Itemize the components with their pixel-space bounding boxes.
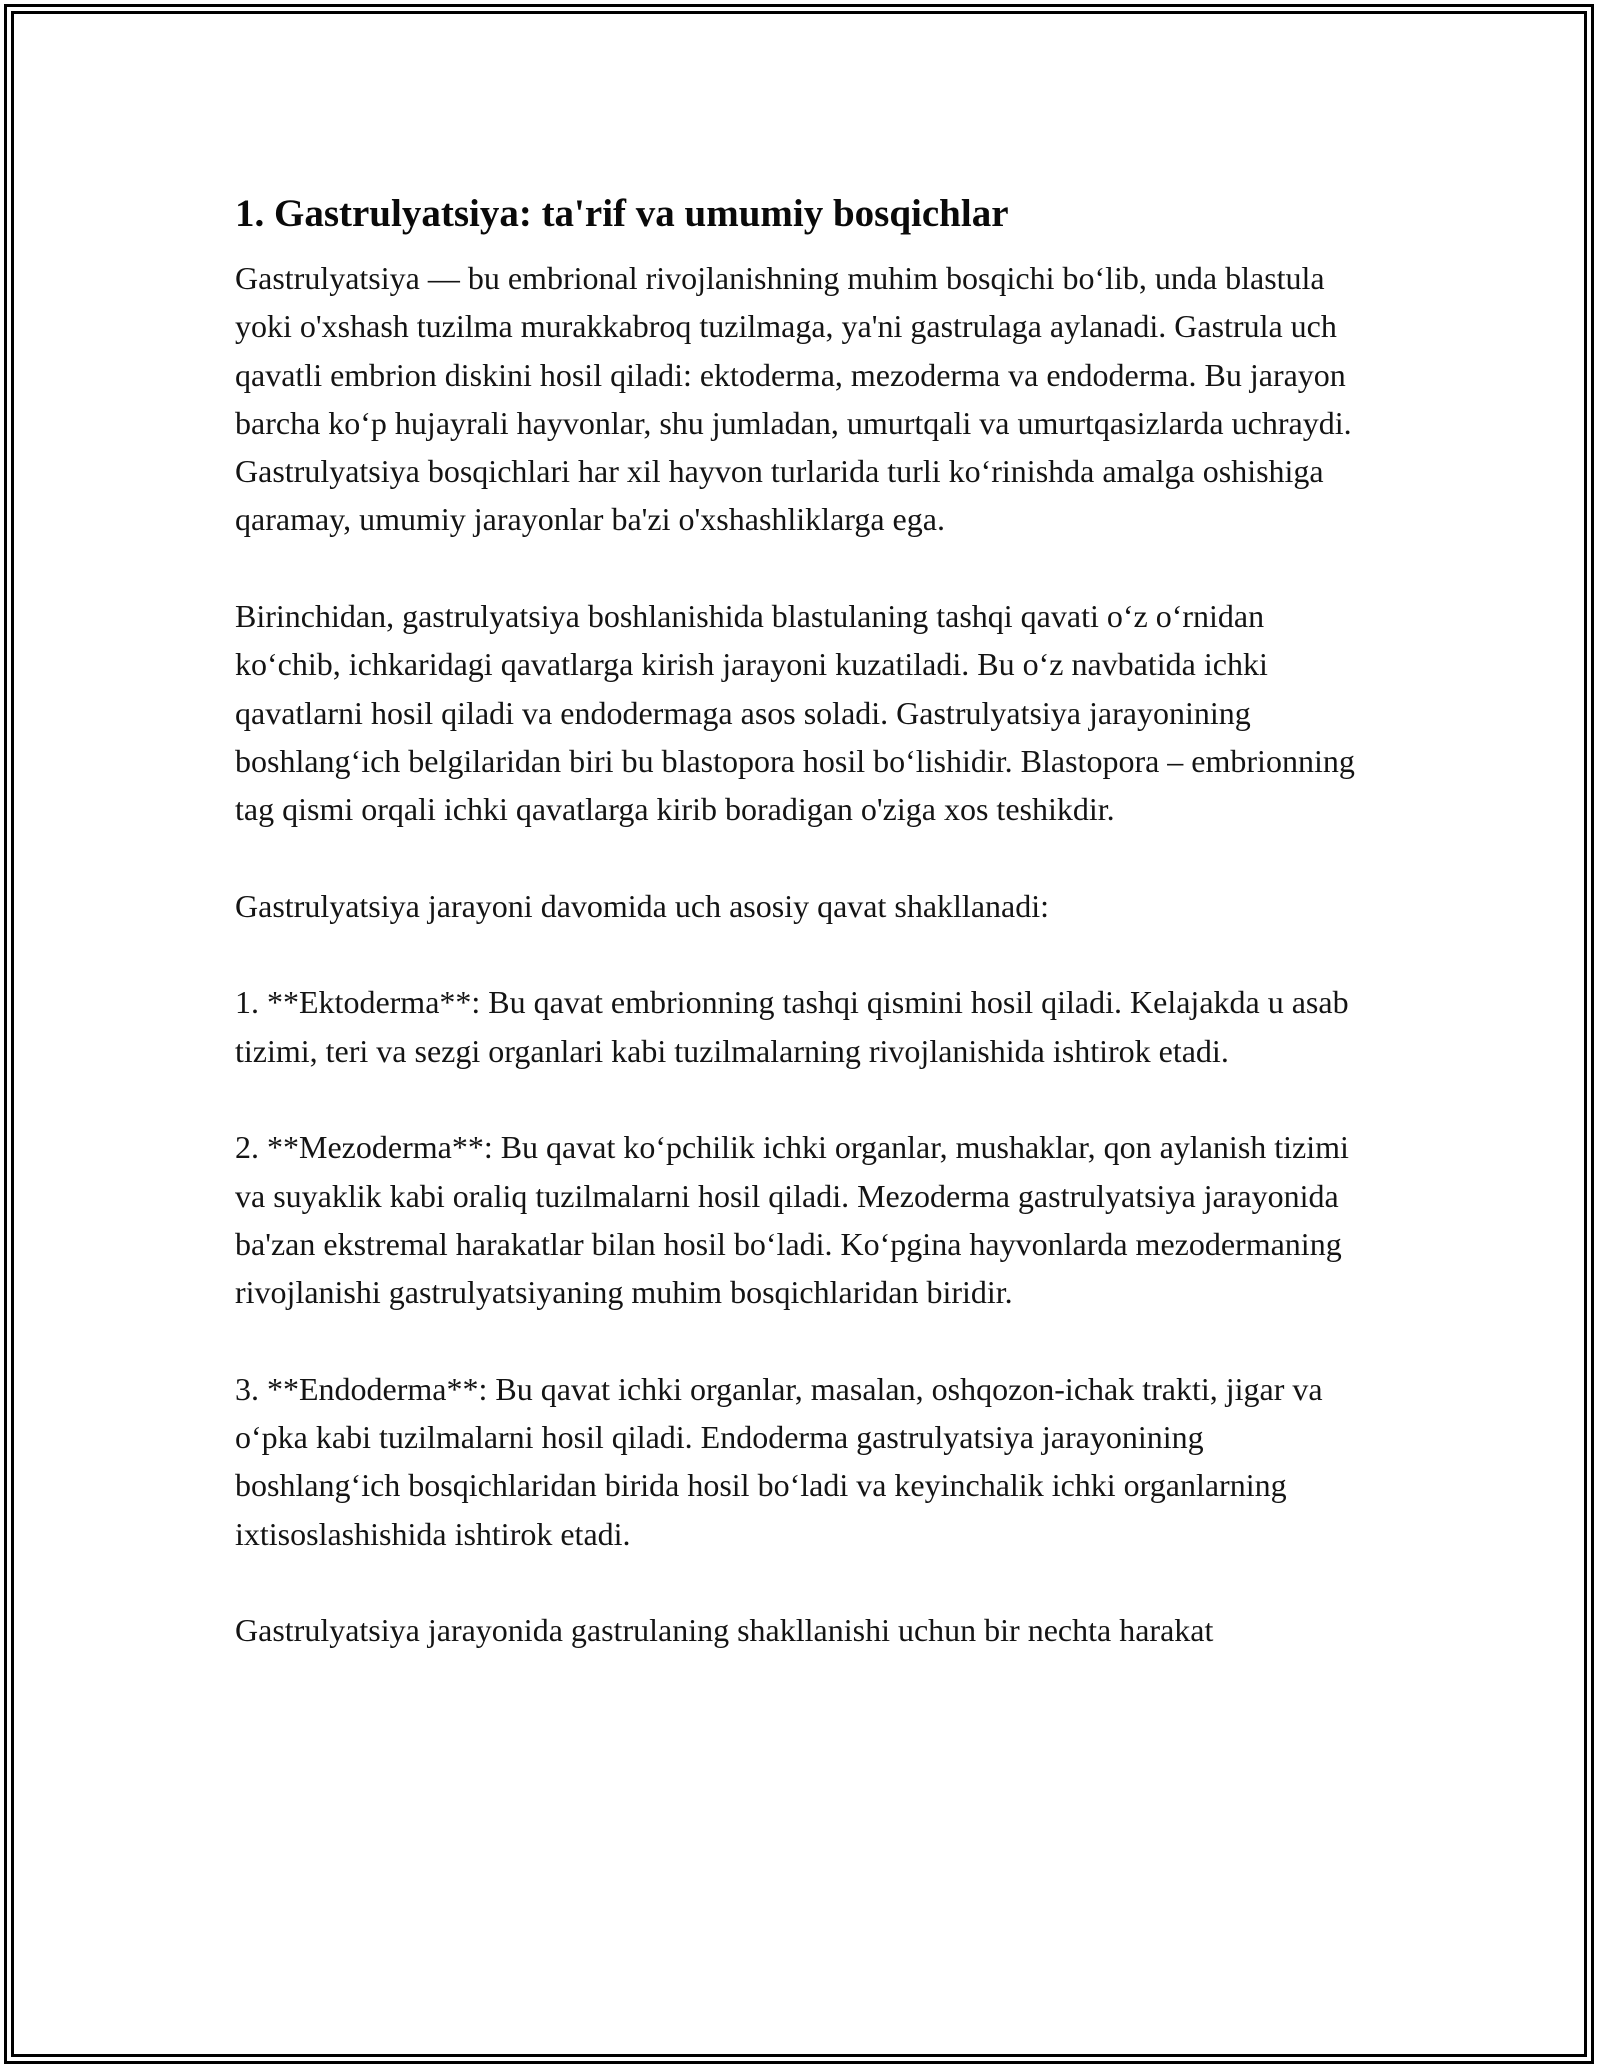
section-heading: 1. Gastrulyatsiya: ta'rif va umumiy bosqichlar xyxy=(235,192,1009,235)
list-item-mesoderm: 2. **Mezoderma**: Bu qavat ko‘pchilik ichki organlar, mushaklar, qon aylanish tizimi va suyaklik kabi oraliq tuzilmalarni hosil qiladi. Mezoderma gastrulyatsiya jarayonida ba'zan ekstremal harakatlar bilan hosil bo‘ladi. Ko‘pgina hayvonlarda mezodermaning rivojlanishi gastrulyatsiyaning muhim bosqichlaridan biridir. xyxy=(235,1129,1349,1311)
paragraph-continuation: Gastrulyatsiya jarayonida gastrulaning shakllanishi uchun bir nechta harakat xyxy=(235,1612,1214,1649)
paragraph-layers-intro: Gastrulyatsiya jarayoni davomida uch asosiy qavat shakllanadi: xyxy=(235,887,1049,924)
paragraph-first-stage: Birinchidan, gastrulyatsiya boshlanishida blastulaning tashqi qavati o‘z o‘rnidan ko‘chib, ichkaridagi qavatlarga kirish jarayoni kuzatiladi. Bu o‘z navbatida ichki qavatlarni hosil qiladi va endodermaga asos soladi. Gastrulyatsiya jarayonining boshlang‘ich belgilaridan biri bu blastopora hosil bo‘lishidir. Blastopora – embrionning tag qismi orqali ichki qavatlarga kirib boradigan o'ziga xos teshikdir. xyxy=(235,598,1355,828)
document-body xyxy=(235,186,1375,1655)
list-item-endoderm: 3. **Endoderma**: Bu qavat ichki organlar, masalan, oshqozon-ichak trakti, jigar va o‘pka kabi tuzilmalarni hosil qiladi. Endoderma gastrulyatsiya jarayonining boshlang‘ich bosqichlaridan birida hosil bo‘ladi va keyinchalik ichki organlarning ixtisoslashishida ishtirok etadi. xyxy=(235,1370,1323,1552)
list-item-ectoderm: 1. **Ektoderma**: Bu qavat embrionning tashqi qismini hosil qiladi. Kelajakda u asab tizimi, teri va sezgi organlari kabi tuzilmalarning rivojlanishida ishtirok etadi. xyxy=(235,984,1349,1069)
paragraph-intro: Gastrulyatsiya — bu embrional rivojlanishning muhim bosqichi bo‘lib, unda blastula yoki o'xshash tuzilma murakkabroq tuzilmaga, ya'ni gastrulaga aylanadi. Gastrula uch qavatli embrion diskini hosil qiladi: ektoderma, mezoderma va endoderma. Bu jarayon barcha ko‘p hujayrali hayvonlar, shu jumladan, umurtqali va umurtqasizlarda uchraydi. Gastrulyatsiya bosqichlari har xil hayvon turlarida turli ko‘rinishda amalga oshishiga qaramay, umumiy jarayonlar ba'zi o'xshashliklarga ega. xyxy=(235,260,1352,538)
